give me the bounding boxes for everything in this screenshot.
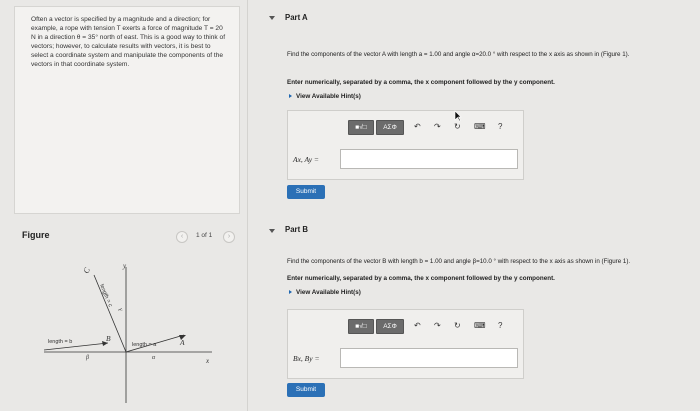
part-b-collapse-caret[interactable] bbox=[269, 229, 275, 233]
part-b-answer-label: Bx, By = bbox=[293, 354, 320, 363]
part-b-math-toolbar bbox=[348, 319, 518, 335]
x-axis-label: x bbox=[206, 357, 210, 365]
intro-text: Often a vector is specified by a magnitude and a direction; for example, a rope with tension T exerts a force of magnitude T = 20 N in a direction θ = 35° north of east. This is a good way to think of vectors; however, to calculate results with vectors, it is best to select a coordinate system and manipulate the components of the vectors in that coordinate system. bbox=[31, 16, 226, 69]
template-button[interactable]: ■√□ bbox=[348, 120, 374, 135]
vector-b-length: length = b bbox=[48, 339, 73, 345]
undo-icon[interactable]: ↶ bbox=[414, 321, 421, 330]
part-a-collapse-caret[interactable] bbox=[269, 16, 275, 20]
part-a-math-toolbar bbox=[348, 120, 518, 136]
part-b-instruction: Enter numerically, separated by a comma, the x component followed by the y component. bbox=[287, 275, 555, 282]
part-a-answer-label: Ax, Ay = bbox=[293, 155, 319, 164]
figure-header bbox=[0, 222, 248, 246]
part-b-answer-box bbox=[287, 309, 524, 379]
greek-symbols-button[interactable]: ΑΣΦ bbox=[376, 120, 404, 135]
expand-triangle-icon bbox=[289, 94, 292, 98]
reset-icon[interactable]: ↻ bbox=[454, 321, 461, 330]
vector-a-label: A bbox=[180, 338, 185, 347]
keyboard-icon[interactable]: ⌨ bbox=[474, 122, 486, 131]
part-a-answer-input[interactable] bbox=[340, 149, 518, 169]
vector-c-length: length = c bbox=[98, 283, 114, 308]
part-a-instruction: Enter numerically, separated by a comma, the x component followed by the y component. bbox=[287, 79, 555, 86]
figure-pager: 1 of 1 bbox=[196, 232, 213, 239]
part-b-answer-input[interactable] bbox=[340, 348, 518, 368]
y-axis-label: y bbox=[123, 262, 127, 270]
alpha-label: α bbox=[152, 355, 156, 361]
part-b-question: Find the components of the vector B with length b = 1.00 and angle β=10.0 ° with respect to the x axis as shown in (Figure 1). bbox=[287, 258, 631, 265]
figure-label: Figure bbox=[22, 230, 50, 240]
reset-icon[interactable]: ↻ bbox=[454, 122, 461, 131]
right-panel bbox=[249, 0, 700, 411]
greek-symbols-button[interactable]: ΑΣΦ bbox=[376, 319, 404, 334]
mouse-cursor-icon bbox=[454, 110, 462, 122]
figure-next-button[interactable]: › bbox=[223, 231, 235, 243]
intro-text-box bbox=[14, 6, 240, 214]
part-a-hints-label: View Available Hint(s) bbox=[296, 93, 361, 100]
help-icon[interactable]: ? bbox=[498, 122, 503, 131]
part-a-title: Part A bbox=[285, 13, 308, 22]
figure-prev-button[interactable]: ‹ bbox=[176, 231, 188, 243]
template-button[interactable]: ■√□ bbox=[348, 319, 374, 334]
undo-icon[interactable]: ↶ bbox=[414, 122, 421, 131]
part-a-question: Find the components of the vector A with length a = 1.00 and angle α=20.0 ° with respect to the x axis as shown in (Figure 1). bbox=[287, 51, 630, 58]
part-a-submit-button[interactable]: Submit bbox=[287, 185, 325, 199]
part-b-hints-label: View Available Hint(s) bbox=[296, 289, 361, 296]
vector-figure bbox=[40, 255, 230, 405]
part-b-hints-toggle[interactable] bbox=[289, 289, 361, 296]
vector-a-length: length = a bbox=[132, 342, 157, 348]
gamma-label: γ bbox=[117, 307, 124, 312]
expand-triangle-icon bbox=[289, 290, 292, 294]
beta-label: β bbox=[86, 355, 89, 361]
left-panel bbox=[0, 0, 248, 411]
vector-c-label: C bbox=[81, 266, 92, 275]
help-icon[interactable]: ? bbox=[498, 321, 503, 330]
part-b-title: Part B bbox=[285, 225, 308, 234]
vector-b-label: B bbox=[106, 334, 111, 343]
redo-icon[interactable]: ↷ bbox=[434, 321, 441, 330]
part-a-hints-toggle[interactable] bbox=[289, 93, 361, 100]
keyboard-icon[interactable]: ⌨ bbox=[474, 321, 486, 330]
redo-icon[interactable]: ↷ bbox=[434, 122, 441, 131]
part-b-submit-button[interactable]: Submit bbox=[287, 383, 325, 397]
part-a-answer-box bbox=[287, 110, 524, 180]
